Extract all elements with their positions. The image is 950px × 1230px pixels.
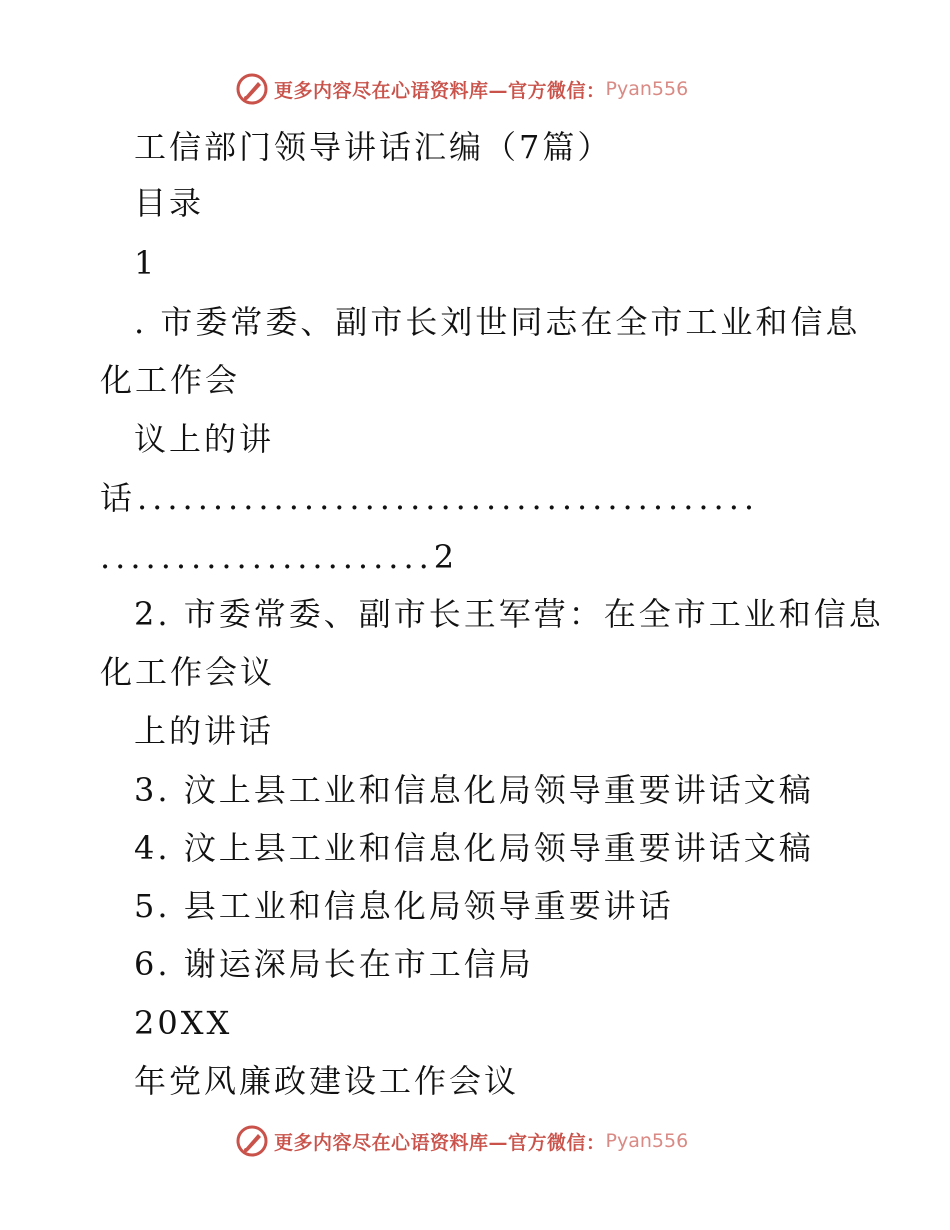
watermark-wechat-id: Pyan556: [605, 1130, 689, 1152]
toc-line: ......................2: [100, 538, 460, 576]
toc-line: 1: [134, 244, 158, 282]
watermark-footer: [236, 1121, 688, 1161]
toc-line: 化工作会议: [100, 653, 276, 691]
toc-line: 4. 汶上县工业和信息化局领导重要讲话文稿: [134, 829, 814, 867]
watermark-text: 更多内容尽在心语资料库—官方微信：: [274, 79, 606, 102]
toc-heading: 目录: [134, 184, 205, 222]
toc-line: 话.........................................: [100, 479, 760, 517]
document-title: 工信部门领导讲话汇编（7篇）: [134, 128, 613, 166]
toc-line: 2. 市委常委、副市长王军营：在全市工业和信息: [134, 595, 884, 633]
toc-line: 3. 汶上县工业和信息化局领导重要讲话文稿: [134, 771, 814, 809]
toc-line: 议上的讲: [134, 420, 275, 458]
toc-line: 上的讲话: [134, 712, 275, 750]
toc-line: . 市委常委、副市长刘世同志在全市工业和信息: [134, 303, 861, 341]
watermark-wechat-id: Pyan556: [605, 78, 689, 100]
watermark-header: [236, 69, 688, 109]
watermark-text: 更多内容尽在心语资料库—官方微信：: [274, 1131, 606, 1154]
toc-line: 化工作会: [100, 361, 241, 399]
toc-line: 6. 谢运深局长在市工信局: [134, 945, 534, 983]
toc-line: 年党风廉政建设工作会议: [134, 1062, 520, 1100]
toc-line: 5. 县工业和信息化局领导重要讲话: [134, 887, 674, 925]
pen-logo-icon: [236, 1125, 268, 1157]
toc-line: 20XX: [134, 1004, 233, 1042]
pen-logo-icon: [236, 73, 268, 105]
